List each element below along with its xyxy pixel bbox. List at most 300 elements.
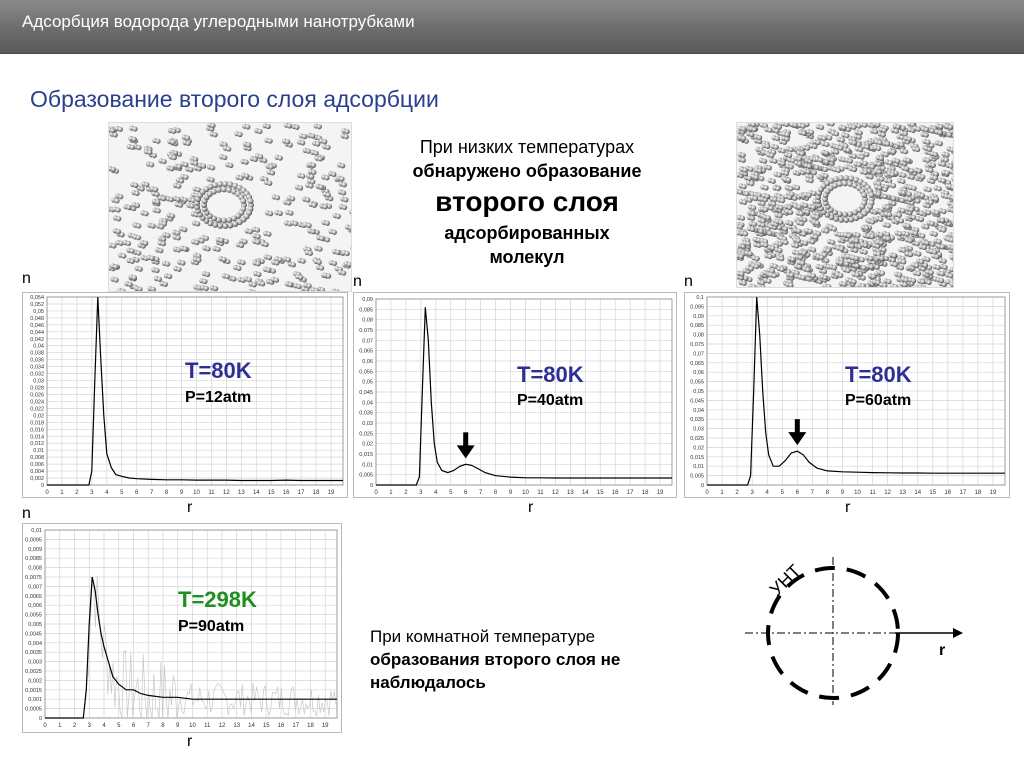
molecule (829, 264, 837, 270)
molecule (797, 274, 805, 280)
y-tick-label: 0,035 (690, 417, 704, 424)
molecule (831, 130, 839, 136)
molecule (888, 182, 896, 188)
x-tick-label: 4 (434, 490, 438, 496)
y-tick-label: 0,0015 (25, 687, 42, 694)
molecule (885, 159, 893, 165)
y-tick-label: 0,03 (33, 378, 44, 385)
molecule (127, 144, 135, 150)
adsorbed-molecule (843, 217, 849, 223)
x-tick-label: 8 (493, 490, 498, 496)
y-tick-label: 0,025 (690, 436, 704, 442)
chart3-temperature: T=80K (845, 362, 912, 387)
x-tick-label: 5 (780, 490, 784, 496)
molecule (130, 182, 138, 188)
molecule (338, 189, 346, 195)
molecule (932, 264, 940, 270)
molecule (192, 220, 200, 226)
molecule (769, 158, 777, 164)
x-tick-label: 9 (508, 490, 513, 496)
y-tick-label: 0,044 (30, 329, 44, 336)
molecule (949, 169, 954, 175)
y-tick-label: 0,0005 (25, 706, 42, 713)
molecule (323, 192, 331, 198)
y-tick-label: 0,075 (359, 328, 373, 334)
molecule (172, 234, 180, 240)
y-tick-label: 0,04 (33, 343, 44, 350)
molecule (133, 223, 141, 229)
molecule (826, 123, 834, 127)
molecule (202, 271, 210, 277)
x-tick-label: 9 (179, 490, 184, 496)
adsorbed-molecule (221, 218, 227, 224)
x-tick-label: 17 (297, 490, 305, 496)
info-line2: обнаружено образование (412, 161, 642, 181)
molecule (297, 258, 305, 264)
info-line1: При низких температурах (419, 137, 635, 157)
x-tick-label: 8 (164, 490, 169, 496)
y-tick-label: 0,05 (362, 379, 373, 386)
x-tick-label: 7 (149, 490, 154, 496)
y-tick-label: 0,08 (693, 332, 704, 339)
molecule (134, 286, 142, 292)
adsorbed-molecule (217, 223, 223, 229)
x-tick-label: 7 (146, 723, 150, 729)
molecule (124, 281, 132, 287)
y-tick-label: 0,02 (33, 413, 44, 420)
adsorbed-molecule (848, 216, 854, 222)
molecule (760, 184, 768, 190)
y-tick-label: 0,0045 (25, 631, 42, 638)
y-tick-label: 0,0025 (25, 669, 42, 675)
x-tick-label: 2 (735, 490, 739, 496)
molecule (870, 128, 878, 134)
chart3-pressure: P=60atm (845, 392, 912, 409)
x-tick-label: 6 (795, 490, 799, 496)
molecule (302, 197, 310, 203)
molecule (293, 283, 301, 289)
molecule (186, 203, 194, 209)
adsorbed-molecule (222, 223, 228, 229)
adsorbed-molecule (222, 181, 228, 187)
molecule (282, 138, 290, 144)
molecule (285, 281, 293, 287)
adsorbed-molecule (248, 198, 254, 204)
molecule (338, 270, 346, 276)
y-tick-label: 0,024 (30, 399, 44, 406)
adsorbed-molecule (838, 175, 844, 181)
x-tick-label: 6 (464, 490, 468, 496)
x-tick-label: 17 (292, 723, 300, 729)
molecule (128, 136, 136, 142)
x-tick-label: 11 (869, 490, 876, 496)
molecule (264, 254, 272, 260)
x-tick-label: 0 (374, 490, 378, 496)
x-tick-label: 14 (252, 490, 260, 496)
molecule (260, 241, 268, 247)
y-tick-label: 0,075 (690, 342, 704, 348)
y-tick-label: 0,042 (30, 336, 44, 343)
y-tick-label: 0,026 (30, 392, 44, 399)
molecule (245, 228, 253, 234)
molecule (772, 135, 780, 141)
y-tick-label: 0,012 (30, 441, 44, 448)
molecule (252, 227, 260, 233)
molecule (845, 158, 853, 164)
x-tick-label: 19 (989, 490, 997, 496)
y-tick-label: 0,03 (362, 421, 373, 427)
x-tick-label: 15 (267, 490, 275, 496)
y-tick-label: 0,01 (362, 462, 373, 469)
molecule (894, 212, 902, 218)
molecule (816, 124, 824, 130)
molecule (328, 171, 336, 177)
molecule (918, 284, 926, 288)
molecule (900, 148, 908, 154)
molecule (350, 246, 352, 252)
molecule (913, 251, 921, 257)
x-tick-label: 12 (223, 490, 230, 496)
chart3-xlabel: r (845, 499, 851, 516)
room-text-part1: При комнатной температуре (370, 627, 596, 646)
x-tick-label: 10 (189, 723, 196, 729)
y-tick-label: 0,003 (28, 659, 42, 666)
molecule (242, 124, 250, 130)
chart2-temperature: T=80K (517, 362, 584, 387)
molecule (329, 260, 337, 266)
x-tick-label: 8 (825, 490, 830, 496)
second-layer-arrow (457, 432, 475, 458)
molecule (262, 123, 270, 129)
y-tick-label: 0 (700, 483, 704, 489)
molecule (923, 186, 931, 192)
molecule (233, 265, 241, 271)
molecule (827, 239, 835, 245)
molecule (737, 215, 745, 221)
molecule (315, 184, 323, 190)
molecule (951, 176, 954, 182)
x-tick-label: 16 (944, 490, 952, 496)
molecule (883, 222, 891, 228)
x-tick-label: 3 (419, 490, 423, 496)
info-line3: второго слоя (435, 186, 619, 217)
y-tick-label: 0,02 (362, 441, 373, 448)
molecule (134, 266, 142, 272)
y-tick-label: 0,0065 (25, 593, 42, 600)
x-tick-label: 9 (840, 490, 845, 496)
x-tick-label: 6 (135, 490, 139, 496)
molecule (341, 128, 349, 134)
x-tick-label: 15 (596, 490, 604, 496)
chart4-temperature: T=298K (178, 587, 257, 612)
molecule (147, 223, 155, 229)
molecule (193, 186, 201, 192)
molecule (179, 226, 187, 232)
x-tick-label: 7 (810, 490, 815, 496)
y-tick-label: 0,038 (30, 350, 44, 357)
y-tick-label: 0,015 (690, 454, 704, 461)
molecule (218, 256, 226, 262)
molecule (240, 159, 248, 165)
x-tick-label: 19 (327, 490, 335, 496)
adsorbed-molecule (227, 222, 233, 228)
x-tick-label: 18 (312, 490, 320, 496)
y-tick-label: 0 (369, 483, 373, 489)
adsorbed-molecule (212, 182, 218, 188)
molecule (297, 139, 305, 145)
x-tick-label: 10 (854, 490, 861, 496)
molecule (738, 183, 746, 189)
molecule (929, 231, 937, 237)
x-tick-label: 1 (60, 490, 64, 496)
adsorbed-molecule (847, 211, 853, 217)
x-tick-label: 18 (641, 490, 649, 496)
x-tick-label: 1 (720, 490, 724, 496)
adsorbed-molecule (861, 192, 867, 198)
molecule (299, 133, 307, 139)
molecule (284, 123, 292, 129)
molecule (901, 165, 909, 171)
molecule (113, 228, 121, 234)
x-tick-label: 15 (929, 490, 937, 496)
chart2-ylabel: n (353, 273, 362, 290)
y-tick-label: 0,095 (690, 304, 704, 311)
y-tick-label: 0,048 (30, 315, 44, 322)
x-tick-label: 18 (307, 723, 314, 729)
molecule (223, 146, 231, 152)
molecule (173, 266, 181, 272)
y-tick-label: 0,032 (30, 371, 44, 378)
molecule (131, 190, 139, 196)
molecule (257, 280, 265, 286)
molecule (202, 245, 210, 251)
adsorbed-molecule (217, 181, 223, 187)
molecule (263, 267, 271, 273)
y-tick-label: 0,0075 (25, 575, 42, 581)
molecule (897, 178, 905, 184)
molecule (894, 271, 902, 277)
x-tick-label: 10 (193, 490, 200, 496)
adsorbed-molecule (838, 217, 844, 223)
y-tick-label: 0,03 (693, 426, 704, 433)
adsorbed-molecule (833, 176, 839, 182)
molecule (938, 177, 946, 183)
x-tick-label: 15 (262, 723, 270, 729)
y-tick-label: 0 (38, 716, 42, 722)
y-tick-label: 0,002 (28, 678, 42, 685)
molecule (109, 243, 117, 249)
molecule (340, 196, 348, 202)
molecule (264, 180, 272, 186)
molecule (295, 185, 303, 191)
y-tick-label: 0,01 (33, 448, 44, 455)
x-tick-label: 14 (248, 723, 255, 729)
info-line4: адсорбированных (444, 223, 610, 243)
molecule (162, 261, 170, 267)
x-tick-label: 4 (765, 490, 769, 496)
x-tick-label: 6 (131, 723, 136, 729)
info-text (362, 135, 692, 269)
molecule (210, 285, 218, 291)
molecule (912, 146, 920, 152)
chart3-ylabel: n (684, 273, 693, 290)
molecule (950, 255, 954, 261)
x-tick-label: 3 (750, 490, 754, 496)
y-tick-label: 0,085 (359, 307, 373, 314)
adsorbed-molecule (843, 175, 849, 181)
header-bar (0, 0, 1024, 54)
molecule (200, 285, 208, 291)
x-tick-label: 12 (218, 723, 226, 729)
x-tick-label: 5 (117, 723, 121, 729)
chart2-pressure: P=40atm (517, 392, 584, 409)
cnt-label: УНТ (765, 560, 805, 600)
x-tick-label: 14 (581, 490, 589, 496)
x-tick-label: 13 (566, 490, 574, 496)
y-tick-label: 0,015 (359, 452, 373, 458)
molecule (894, 230, 902, 236)
molecule (225, 162, 233, 168)
x-tick-label: 13 (237, 490, 245, 496)
y-tick-label: 0,08 (362, 317, 373, 324)
y-tick-label: 0,006 (28, 603, 42, 610)
y-tick-label: 0,008 (30, 455, 44, 462)
molecule (274, 210, 282, 216)
molecule (126, 248, 134, 254)
chart-t80-p40 (353, 292, 677, 498)
molecule (219, 154, 227, 160)
y-tick-label: 0,065 (359, 348, 373, 355)
chart1-pressure: P=12atm (185, 389, 252, 406)
molecule (746, 131, 754, 137)
molecule (303, 148, 311, 154)
molecule (890, 283, 898, 288)
molecule (737, 152, 745, 158)
chart2-xlabel: r (528, 499, 534, 516)
chart1-xlabel: r (187, 499, 193, 516)
y-tick-label: 0,0055 (25, 612, 42, 619)
x-tick-label: 7 (478, 490, 483, 496)
molecule (908, 185, 916, 191)
molecule (291, 124, 299, 130)
y-tick-label: 0,045 (690, 398, 704, 405)
molecule (152, 207, 160, 213)
molecule (808, 247, 816, 253)
x-tick-label: 3 (87, 723, 91, 729)
molecule-image-low-pressure (108, 122, 352, 292)
molecule (748, 284, 756, 288)
x-tick-label: 3 (90, 490, 94, 496)
x-tick-label: 18 (974, 490, 982, 496)
y-tick-label: 0,045 (359, 390, 373, 396)
x-tick-label: 19 (656, 490, 664, 496)
molecule (859, 249, 867, 255)
y-tick-label: 0,008 (28, 565, 42, 572)
y-tick-label: 0,004 (28, 640, 42, 647)
y-tick-label: 0,085 (690, 323, 704, 330)
x-tick-label: 1 (389, 490, 393, 496)
molecule (152, 138, 160, 144)
molecule (922, 139, 930, 145)
y-tick-label: 0,07 (362, 338, 373, 345)
molecule (841, 132, 849, 138)
molecule (207, 164, 215, 170)
molecule (337, 162, 345, 168)
molecule (297, 173, 305, 179)
chart4-xlabel: r (187, 733, 193, 750)
x-tick-label: 0 (45, 490, 49, 496)
y-tick-label: 0,0035 (25, 650, 42, 657)
x-tick-label: 4 (105, 490, 109, 496)
y-tick-label: 0,052 (30, 301, 44, 308)
slide-subtitle: Образование второго слоя адсорбции (30, 86, 439, 112)
r-label: r (939, 642, 946, 659)
molecule (158, 158, 166, 164)
molecule (339, 181, 347, 187)
molecule (115, 240, 123, 246)
molecule (253, 271, 261, 277)
molecule (164, 273, 172, 279)
x-tick-label: 17 (959, 490, 967, 496)
chart1-temperature: T=80K (185, 358, 252, 383)
y-tick-label: 0,006 (30, 462, 44, 469)
y-tick-label: 0,002 (30, 476, 44, 483)
x-tick-label: 10 (522, 490, 529, 496)
molecule (329, 229, 337, 235)
molecule (829, 226, 837, 232)
molecule (349, 209, 352, 215)
molecule (129, 126, 137, 132)
molecule (876, 176, 884, 182)
y-tick-label: 0,05 (33, 308, 44, 315)
chart4-ylabel: n (22, 505, 31, 522)
x-tick-label: 2 (75, 490, 79, 496)
y-tick-label: 0,04 (362, 400, 373, 407)
y-tick-label: 0,004 (30, 469, 44, 476)
y-tick-label: 0,005 (690, 473, 704, 480)
molecule (252, 233, 260, 239)
room-temperature-text (370, 625, 650, 694)
y-tick-label: 0,0095 (25, 537, 42, 544)
y-tick-label: 0,065 (690, 360, 704, 367)
x-tick-label: 19 (321, 723, 329, 729)
x-tick-label: 13 (899, 490, 907, 496)
molecule (140, 210, 148, 216)
molecule (305, 250, 313, 256)
x-tick-label: 11 (208, 490, 215, 496)
second-layer-arrow (788, 419, 806, 445)
x-tick-label: 2 (404, 490, 408, 496)
info-line5: молекул (489, 247, 565, 267)
molecule (821, 150, 829, 156)
molecule (946, 146, 954, 152)
y-tick-label: 0,09 (362, 297, 373, 303)
molecule (160, 281, 168, 287)
nanotube-cavity (210, 194, 238, 216)
y-tick-label: 0,055 (690, 379, 704, 386)
adsorbed-molecule (221, 186, 227, 192)
diagram-r-arrowhead (953, 628, 963, 638)
molecule (146, 161, 154, 167)
y-tick-label: 0,04 (693, 407, 704, 414)
molecule (272, 194, 280, 200)
molecule (322, 144, 330, 150)
x-tick-label: 16 (282, 490, 290, 496)
y-tick-label: 0,028 (30, 385, 44, 392)
x-tick-label: 16 (277, 723, 285, 729)
adsorbed-molecule (842, 212, 848, 218)
molecule (113, 215, 121, 221)
